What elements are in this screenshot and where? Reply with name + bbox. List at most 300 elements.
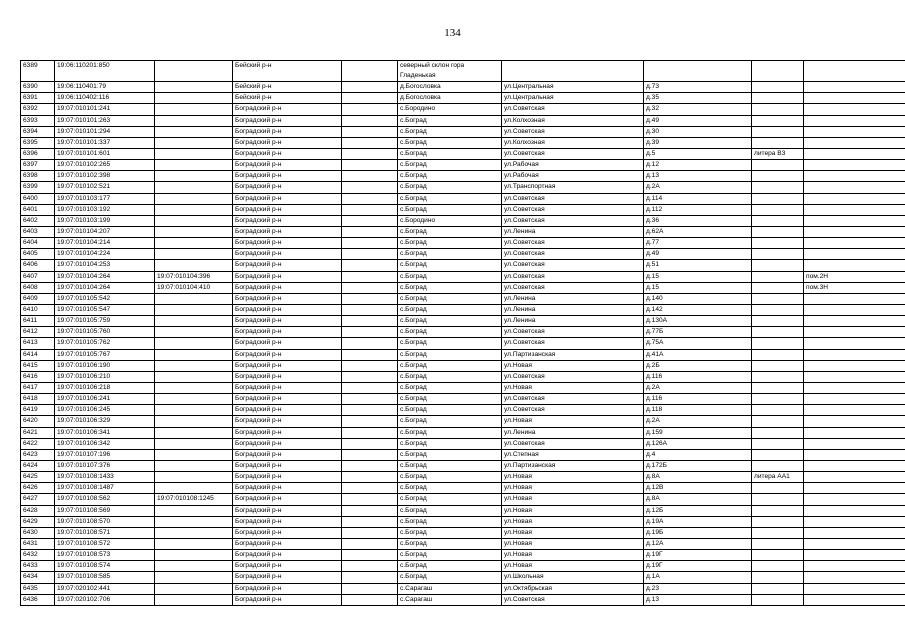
street-cell: ул.Советская bbox=[502, 104, 644, 115]
table-row bbox=[21, 538, 905, 549]
locality-cell: с.Сарагаш bbox=[398, 583, 502, 594]
row-number-cell: 6407 bbox=[21, 271, 55, 282]
locality-cell: с.Боград bbox=[398, 171, 502, 182]
empty-cell bbox=[342, 516, 398, 527]
empty-cell bbox=[342, 260, 398, 271]
table-row bbox=[21, 438, 905, 449]
locality-cell: с.Боград bbox=[398, 204, 502, 215]
liter-cell bbox=[752, 215, 804, 226]
row-number-cell: 6396 bbox=[21, 149, 55, 160]
street-cell: ул.Ленина bbox=[502, 293, 644, 304]
empty-cell bbox=[342, 171, 398, 182]
cadastral-number-cell: 19:07:010108:571 bbox=[55, 527, 155, 538]
premise-cell bbox=[804, 572, 905, 583]
premise-cell bbox=[804, 382, 905, 393]
related-cadastral-number-cell bbox=[155, 460, 233, 471]
liter-cell bbox=[752, 327, 804, 338]
house-cell: д.2А bbox=[644, 416, 752, 427]
row-number-cell: 6392 bbox=[21, 104, 55, 115]
locality-cell: северный склон гора Гладенькая bbox=[398, 61, 502, 82]
liter-cell bbox=[752, 137, 804, 148]
district-cell: Боградский р-н bbox=[233, 327, 342, 338]
district-cell: Боградский р-н bbox=[233, 371, 342, 382]
row-number-cell: 6415 bbox=[21, 360, 55, 371]
premise-cell bbox=[804, 293, 905, 304]
related-cadastral-number-cell bbox=[155, 249, 233, 260]
street-cell: ул.Советская bbox=[502, 193, 644, 204]
premise-cell bbox=[804, 227, 905, 238]
empty-cell bbox=[342, 438, 398, 449]
related-cadastral-number-cell bbox=[155, 527, 233, 538]
row-number-cell: 6416 bbox=[21, 371, 55, 382]
street-cell: ул.Новая bbox=[502, 472, 644, 483]
related-cadastral-number-cell bbox=[155, 472, 233, 483]
locality-cell: с.Боград bbox=[398, 427, 502, 438]
row-number-cell: 6395 bbox=[21, 137, 55, 148]
liter-cell bbox=[752, 416, 804, 427]
street-cell: ул.Рабочая bbox=[502, 171, 644, 182]
district-cell: Боградский р-н bbox=[233, 449, 342, 460]
table-row bbox=[21, 427, 905, 438]
liter-cell bbox=[752, 93, 804, 104]
district-cell: Боградский р-н bbox=[233, 572, 342, 583]
cadastral-number-cell: 19:07:010103:177 bbox=[55, 193, 155, 204]
cadastral-number-cell: 19:07:010106:241 bbox=[55, 394, 155, 405]
row-number-cell: 6431 bbox=[21, 538, 55, 549]
related-cadastral-number-cell: 19:07:010104:396 bbox=[155, 271, 233, 282]
page-number: 134 bbox=[444, 27, 461, 39]
table-row bbox=[21, 371, 905, 382]
related-cadastral-number-cell bbox=[155, 483, 233, 494]
locality-cell: с.Боград bbox=[398, 349, 502, 360]
table-row bbox=[21, 360, 905, 371]
premise-cell bbox=[804, 405, 905, 416]
street-cell: ул.Советская bbox=[502, 338, 644, 349]
related-cadastral-number-cell bbox=[155, 193, 233, 204]
district-cell: Боградский р-н bbox=[233, 204, 342, 215]
street-cell: ул.Советская bbox=[502, 405, 644, 416]
empty-cell bbox=[342, 215, 398, 226]
cadastral-number-cell: 19:07:010104:264 bbox=[55, 271, 155, 282]
cadastral-number-cell: 19:07:010106:342 bbox=[55, 438, 155, 449]
empty-cell bbox=[342, 382, 398, 393]
locality-cell: с.Боград bbox=[398, 405, 502, 416]
house-cell: д.12В bbox=[644, 483, 752, 494]
empty-cell bbox=[342, 583, 398, 594]
premise-cell bbox=[804, 427, 905, 438]
row-number-cell: 6403 bbox=[21, 227, 55, 238]
related-cadastral-number-cell bbox=[155, 227, 233, 238]
empty-cell bbox=[342, 472, 398, 483]
table-row bbox=[21, 527, 905, 538]
liter-cell bbox=[752, 561, 804, 572]
street-cell: ул.Новая bbox=[502, 360, 644, 371]
table-row bbox=[21, 460, 905, 471]
premise-cell bbox=[804, 82, 905, 93]
locality-cell: с.Боград bbox=[398, 160, 502, 171]
table-row bbox=[21, 405, 905, 416]
house-cell: д.62А bbox=[644, 227, 752, 238]
empty-cell bbox=[342, 126, 398, 137]
street-cell: ул.Ленина bbox=[502, 227, 644, 238]
table-row bbox=[21, 338, 905, 349]
table-row bbox=[21, 171, 905, 182]
district-cell: Боградский р-н bbox=[233, 137, 342, 148]
district-cell: Бейский р-н bbox=[233, 82, 342, 93]
table-row bbox=[21, 238, 905, 249]
house-cell: д.75А bbox=[644, 338, 752, 349]
house-cell: д.114 bbox=[644, 193, 752, 204]
district-cell: Боградский р-н bbox=[233, 249, 342, 260]
table-row bbox=[21, 204, 905, 215]
liter-cell bbox=[752, 494, 804, 505]
house-cell: д.2Б bbox=[644, 360, 752, 371]
house-cell: д.73 bbox=[644, 82, 752, 93]
empty-cell bbox=[342, 316, 398, 327]
related-cadastral-number-cell bbox=[155, 93, 233, 104]
premise-cell bbox=[804, 61, 905, 82]
row-number-cell: 6428 bbox=[21, 505, 55, 516]
related-cadastral-number-cell bbox=[155, 305, 233, 316]
property-registry-table bbox=[20, 60, 905, 606]
premise-cell bbox=[804, 416, 905, 427]
street-cell: ул.Советская bbox=[502, 282, 644, 293]
table-row bbox=[21, 572, 905, 583]
empty-cell bbox=[342, 115, 398, 126]
locality-cell: с.Боград bbox=[398, 327, 502, 338]
cadastral-number-cell: 19:07:010104:224 bbox=[55, 249, 155, 260]
cadastral-number-cell: 19:07:010103:199 bbox=[55, 215, 155, 226]
street-cell: ул.Новая bbox=[502, 505, 644, 516]
empty-cell bbox=[342, 149, 398, 160]
liter-cell bbox=[752, 594, 804, 605]
house-cell: д.19Г bbox=[644, 561, 752, 572]
house-cell: д.19Б bbox=[644, 527, 752, 538]
premise-cell bbox=[804, 238, 905, 249]
locality-cell: с.Боград bbox=[398, 394, 502, 405]
street-cell: ул.Советская bbox=[502, 371, 644, 382]
liter-cell bbox=[752, 382, 804, 393]
street-cell: ул.Советская bbox=[502, 149, 644, 160]
premise-cell bbox=[804, 538, 905, 549]
liter-cell bbox=[752, 550, 804, 561]
street-cell: ул.Новая bbox=[502, 561, 644, 572]
related-cadastral-number-cell bbox=[155, 360, 233, 371]
empty-cell bbox=[342, 349, 398, 360]
street-cell: ул.Ленина bbox=[502, 316, 644, 327]
street-cell: ул.Новая bbox=[502, 538, 644, 549]
cadastral-number-cell: 19:07:010101:241 bbox=[55, 104, 155, 115]
locality-cell: д.Богословка bbox=[398, 82, 502, 93]
street-cell: ул.Степная bbox=[502, 449, 644, 460]
house-cell: д.39 bbox=[644, 137, 752, 148]
table-row bbox=[21, 382, 905, 393]
empty-cell bbox=[342, 394, 398, 405]
row-number-cell: 6433 bbox=[21, 561, 55, 572]
premise-cell bbox=[804, 115, 905, 126]
empty-cell bbox=[342, 561, 398, 572]
street-cell: ул.Новая bbox=[502, 550, 644, 561]
row-number-cell: 6400 bbox=[21, 193, 55, 204]
premise-cell bbox=[804, 594, 905, 605]
related-cadastral-number-cell bbox=[155, 394, 233, 405]
locality-cell: с.Боград bbox=[398, 527, 502, 538]
row-number-cell: 6434 bbox=[21, 572, 55, 583]
locality-cell: с.Боград bbox=[398, 505, 502, 516]
house-cell: д.19А bbox=[644, 516, 752, 527]
related-cadastral-number-cell bbox=[155, 449, 233, 460]
cadastral-number-cell: 19:07:010106:245 bbox=[55, 405, 155, 416]
empty-cell bbox=[342, 271, 398, 282]
related-cadastral-number-cell bbox=[155, 137, 233, 148]
cadastral-number-cell: 19:07:010108:1487 bbox=[55, 483, 155, 494]
table-row bbox=[21, 193, 905, 204]
table-row bbox=[21, 137, 905, 148]
premise-cell bbox=[804, 550, 905, 561]
cadastral-number-cell: 19:07:010108:574 bbox=[55, 561, 155, 572]
house-cell: д.23 bbox=[644, 583, 752, 594]
cadastral-number-cell: 19:07:010108:569 bbox=[55, 505, 155, 516]
empty-cell bbox=[342, 505, 398, 516]
cadastral-number-cell: 19:07:010105:759 bbox=[55, 316, 155, 327]
row-number-cell: 6418 bbox=[21, 394, 55, 405]
district-cell: Боградский р-н bbox=[233, 494, 342, 505]
premise-cell bbox=[804, 327, 905, 338]
district-cell: Боградский р-н bbox=[233, 238, 342, 249]
district-cell: Боградский р-н bbox=[233, 149, 342, 160]
cadastral-number-cell: 19:07:010107:376 bbox=[55, 460, 155, 471]
empty-cell bbox=[342, 238, 398, 249]
related-cadastral-number-cell bbox=[155, 160, 233, 171]
district-cell: Боградский р-н bbox=[233, 561, 342, 572]
row-number-cell: 6389 bbox=[21, 61, 55, 82]
liter-cell: литера АА1 bbox=[752, 472, 804, 483]
cadastral-number-cell: 19:07:010104:253 bbox=[55, 260, 155, 271]
premise-cell bbox=[804, 371, 905, 382]
district-cell: Боградский р-н bbox=[233, 115, 342, 126]
premise-cell bbox=[804, 93, 905, 104]
premise-cell bbox=[804, 394, 905, 405]
street-cell: ул.Колхозная bbox=[502, 115, 644, 126]
cadastral-number-cell: 19:07:010101:294 bbox=[55, 126, 155, 137]
house-cell: д.8А bbox=[644, 494, 752, 505]
related-cadastral-number-cell bbox=[155, 405, 233, 416]
district-cell: Боградский р-н bbox=[233, 182, 342, 193]
house-cell: д.2А bbox=[644, 182, 752, 193]
cadastral-number-cell: 19:07:010101:263 bbox=[55, 115, 155, 126]
locality-cell: с.Боград bbox=[398, 271, 502, 282]
premise-cell: пом.3Н bbox=[804, 282, 905, 293]
related-cadastral-number-cell bbox=[155, 293, 233, 304]
row-number-cell: 6405 bbox=[21, 249, 55, 260]
empty-cell bbox=[342, 193, 398, 204]
row-number-cell: 6429 bbox=[21, 516, 55, 527]
table-row bbox=[21, 583, 905, 594]
related-cadastral-number-cell bbox=[155, 338, 233, 349]
empty-cell bbox=[342, 82, 398, 93]
premise-cell bbox=[804, 449, 905, 460]
house-cell bbox=[644, 61, 752, 82]
row-number-cell: 6426 bbox=[21, 483, 55, 494]
table-row bbox=[21, 550, 905, 561]
street-cell: ул.Советская bbox=[502, 260, 644, 271]
row-number-cell: 6406 bbox=[21, 260, 55, 271]
district-cell: Боградский р-н bbox=[233, 338, 342, 349]
liter-cell bbox=[752, 204, 804, 215]
district-cell: Боградский р-н bbox=[233, 405, 342, 416]
row-number-cell: 6399 bbox=[21, 182, 55, 193]
street-cell: ул.Ленина bbox=[502, 427, 644, 438]
locality-cell: с.Боград bbox=[398, 438, 502, 449]
cadastral-number-cell: 19:07:010106:329 bbox=[55, 416, 155, 427]
district-cell: Боградский р-н bbox=[233, 427, 342, 438]
district-cell: Боградский р-н bbox=[233, 360, 342, 371]
street-cell: ул.Новая bbox=[502, 494, 644, 505]
house-cell: д.12Б bbox=[644, 505, 752, 516]
empty-cell bbox=[342, 327, 398, 338]
premise-cell: пом.2Н bbox=[804, 271, 905, 282]
cadastral-number-cell: 19:07:010104:264 bbox=[55, 282, 155, 293]
empty-cell bbox=[342, 61, 398, 82]
street-cell: ул.Партизанская bbox=[502, 349, 644, 360]
liter-cell bbox=[752, 516, 804, 527]
table-row bbox=[21, 594, 905, 605]
related-cadastral-number-cell bbox=[155, 260, 233, 271]
locality-cell: с.Боград bbox=[398, 305, 502, 316]
related-cadastral-number-cell bbox=[155, 316, 233, 327]
cadastral-number-cell: 19:07:010106:190 bbox=[55, 360, 155, 371]
cadastral-number-cell: 19:07:010106:210 bbox=[55, 371, 155, 382]
row-number-cell: 6423 bbox=[21, 449, 55, 460]
liter-cell bbox=[752, 527, 804, 538]
row-number-cell: 6436 bbox=[21, 594, 55, 605]
related-cadastral-number-cell bbox=[155, 416, 233, 427]
locality-cell: с.Боград bbox=[398, 561, 502, 572]
house-cell: д.172Б bbox=[644, 460, 752, 471]
house-cell: д.15 bbox=[644, 271, 752, 282]
cadastral-number-cell: 19:07:010105:762 bbox=[55, 338, 155, 349]
premise-cell bbox=[804, 338, 905, 349]
related-cadastral-number-cell bbox=[155, 561, 233, 572]
locality-cell: д.Богословка bbox=[398, 93, 502, 104]
premise-cell bbox=[804, 516, 905, 527]
locality-cell: с.Боград bbox=[398, 460, 502, 471]
row-number-cell: 6420 bbox=[21, 416, 55, 427]
empty-cell bbox=[342, 371, 398, 382]
cadastral-number-cell: 19:07:010105:547 bbox=[55, 305, 155, 316]
house-cell: д.19Г bbox=[644, 550, 752, 561]
empty-cell bbox=[342, 360, 398, 371]
house-cell: д.2А bbox=[644, 382, 752, 393]
premise-cell bbox=[804, 561, 905, 572]
row-number-cell: 6411 bbox=[21, 316, 55, 327]
street-cell: ул.Центральная bbox=[502, 93, 644, 104]
empty-cell bbox=[342, 182, 398, 193]
related-cadastral-number-cell bbox=[155, 115, 233, 126]
street-cell: ул.Советская bbox=[502, 215, 644, 226]
street-cell: ул.Новая bbox=[502, 516, 644, 527]
cadastral-number-cell: 19:07:010108:573 bbox=[55, 550, 155, 561]
empty-cell bbox=[342, 416, 398, 427]
locality-cell: с.Боград bbox=[398, 137, 502, 148]
street-cell: ул.Советская bbox=[502, 394, 644, 405]
district-cell: Боградский р-н bbox=[233, 550, 342, 561]
street-cell: ул.Советская bbox=[502, 126, 644, 137]
empty-cell bbox=[342, 160, 398, 171]
street-cell: ул.Советская bbox=[502, 327, 644, 338]
house-cell: д.130А bbox=[644, 316, 752, 327]
table-row bbox=[21, 282, 905, 293]
liter-cell bbox=[752, 61, 804, 82]
liter-cell bbox=[752, 126, 804, 137]
locality-cell: с.Боград bbox=[398, 472, 502, 483]
locality-cell: с.Боград bbox=[398, 249, 502, 260]
table-row bbox=[21, 483, 905, 494]
empty-cell bbox=[342, 249, 398, 260]
liter-cell bbox=[752, 227, 804, 238]
empty-cell bbox=[342, 460, 398, 471]
liter-cell bbox=[752, 305, 804, 316]
empty-cell bbox=[342, 427, 398, 438]
district-cell: Боградский р-н bbox=[233, 215, 342, 226]
house-cell: д.49 bbox=[644, 249, 752, 260]
district-cell: Боградский р-н bbox=[233, 505, 342, 516]
related-cadastral-number-cell bbox=[155, 382, 233, 393]
premise-cell bbox=[804, 126, 905, 137]
liter-cell bbox=[752, 505, 804, 516]
related-cadastral-number-cell bbox=[155, 182, 233, 193]
district-cell: Боградский р-н bbox=[233, 126, 342, 137]
liter-cell bbox=[752, 427, 804, 438]
row-number-cell: 6393 bbox=[21, 115, 55, 126]
cadastral-number-cell: 19:06:110201:850 bbox=[55, 61, 155, 82]
cadastral-number-cell: 19:06:110402:116 bbox=[55, 93, 155, 104]
locality-cell: с.Боград bbox=[398, 382, 502, 393]
locality-cell: с.Боград bbox=[398, 126, 502, 137]
registry-table-body bbox=[21, 61, 905, 606]
row-number-cell: 6391 bbox=[21, 93, 55, 104]
premise-cell bbox=[804, 527, 905, 538]
locality-cell: с.Боград bbox=[398, 293, 502, 304]
district-cell: Боградский р-н bbox=[233, 382, 342, 393]
street-cell: ул.Школьная bbox=[502, 572, 644, 583]
cadastral-number-cell: 19:07:010105:767 bbox=[55, 349, 155, 360]
house-cell: д.1А bbox=[644, 572, 752, 583]
related-cadastral-number-cell bbox=[155, 126, 233, 137]
cadastral-number-cell: 19:07:010106:218 bbox=[55, 382, 155, 393]
related-cadastral-number-cell bbox=[155, 438, 233, 449]
liter-cell bbox=[752, 338, 804, 349]
street-cell: ул.Советская bbox=[502, 594, 644, 605]
row-number-cell: 6424 bbox=[21, 460, 55, 471]
table-row bbox=[21, 215, 905, 226]
cadastral-number-cell: 19:07:010102:265 bbox=[55, 160, 155, 171]
premise-cell bbox=[804, 137, 905, 148]
row-number-cell: 6412 bbox=[21, 327, 55, 338]
empty-cell bbox=[342, 93, 398, 104]
liter-cell bbox=[752, 483, 804, 494]
row-number-cell: 6414 bbox=[21, 349, 55, 360]
locality-cell: с.Боград bbox=[398, 449, 502, 460]
district-cell: Боградский р-н bbox=[233, 394, 342, 405]
table-row bbox=[21, 472, 905, 483]
premise-cell bbox=[804, 316, 905, 327]
liter-cell bbox=[752, 360, 804, 371]
row-number-cell: 6402 bbox=[21, 215, 55, 226]
premise-cell bbox=[804, 215, 905, 226]
house-cell: д.49 bbox=[644, 115, 752, 126]
related-cadastral-number-cell bbox=[155, 215, 233, 226]
